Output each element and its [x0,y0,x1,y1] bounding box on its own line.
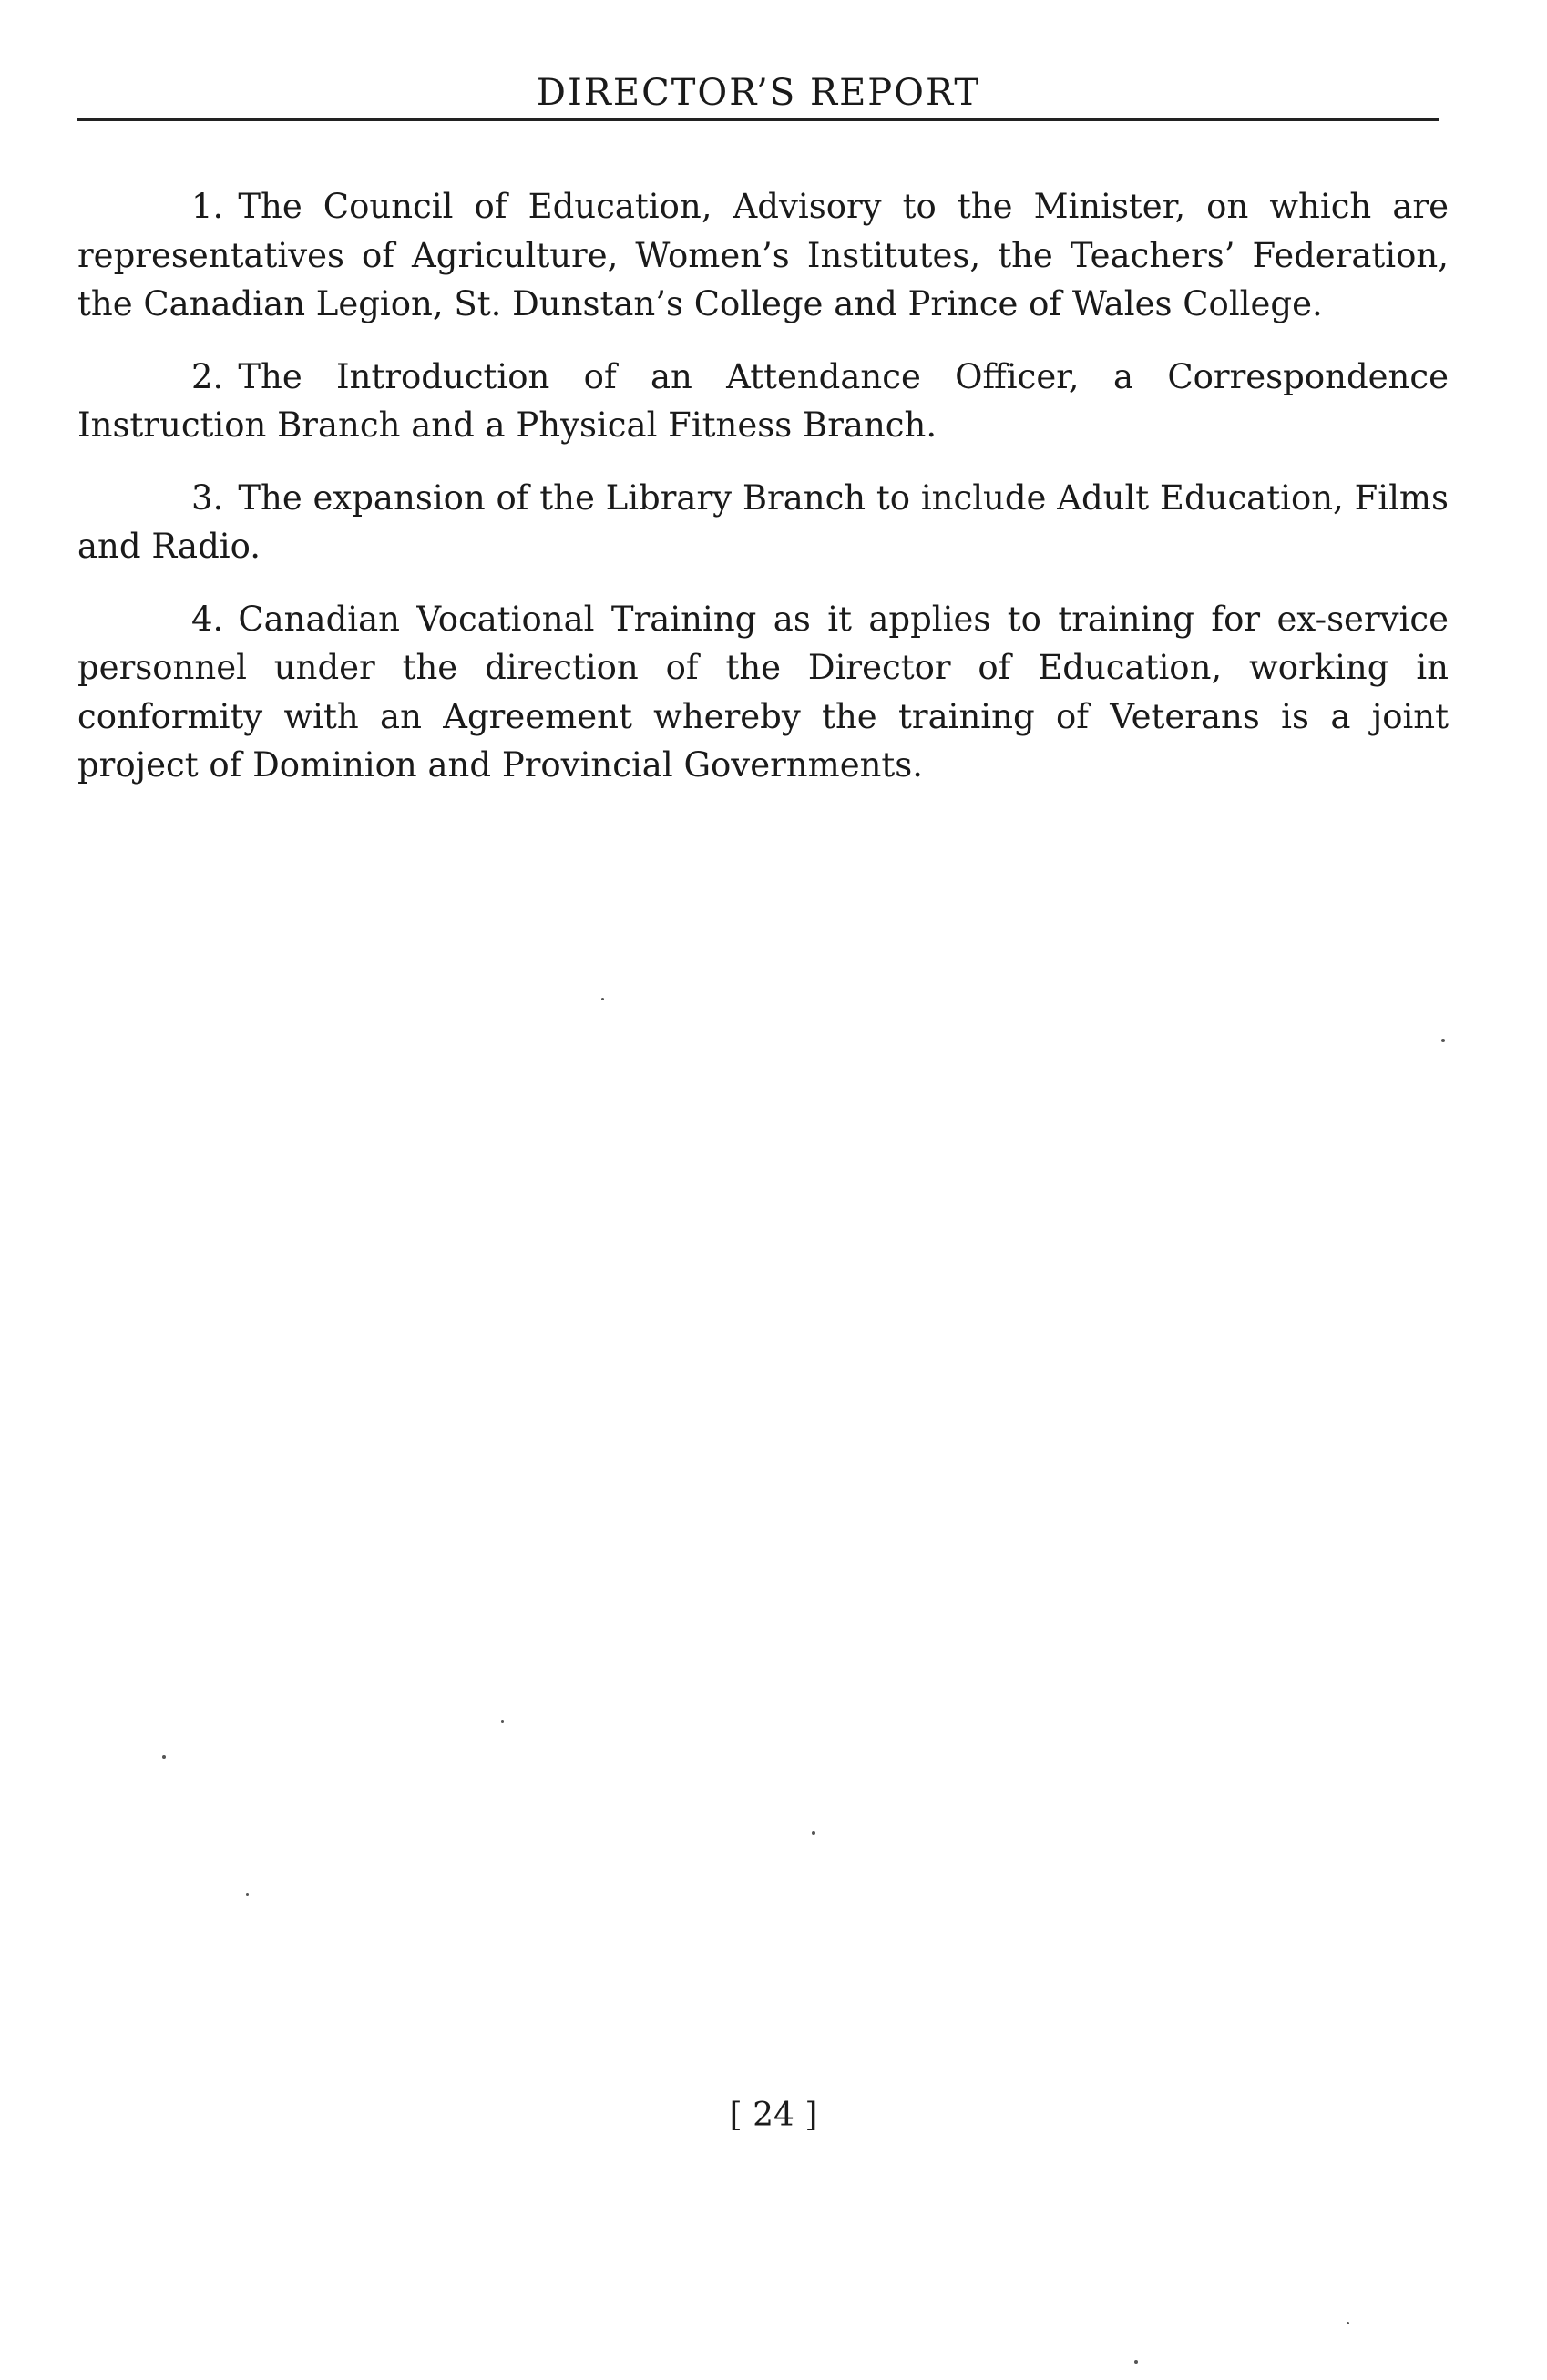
body-text [77,182,1449,814]
page-number: [ 24 ] [729,2097,818,2134]
paragraph-text: Canadian Vocational Training as it applies to training for ex-service personnel under the direction of the Director of Education, working in conformity with an Agreement whereby the training of Veterans is a joint project of Dominion and Provincial Governments. [77,599,1449,785]
numbered-paragraph [77,595,1449,790]
scan-speck [162,1755,166,1759]
scan-speck [601,998,604,1000]
paragraph-text: The Introduction of an Attendance Officer, a Correspondence Instruction Branch and a Physical Fitness Branch. [77,356,1449,445]
paragraph-number: 4. [191,599,224,639]
numbered-paragraph [77,474,1449,571]
header-rule [77,118,1439,121]
scan-speck [1441,1039,1445,1042]
running-header-title: DIRECTOR’S REPORT [536,72,981,114]
paragraph-number: 2. [191,356,224,396]
numbered-paragraph [77,182,1449,329]
paragraph-text: The Council of Education, Advisory to the Minister, on which are representatives of Agriculture, Women’s Institutes, the Teachers’ Federation, the Canadian Legion, St. Dunstan’s College and Prince of Wales College. [77,187,1449,323]
scan-speck [246,1893,249,1896]
paragraph-text: The expansion of the Library Branch to include Adult Education, Films and Radio. [77,477,1449,566]
scan-speck [1347,2322,1349,2324]
scan-speck [812,1831,815,1835]
scan-speck [1134,2360,1138,2364]
scan-speck [501,1720,504,1723]
paragraph-number: 3. [191,477,224,518]
running-header [77,71,1439,115]
numbered-paragraph [77,353,1449,450]
paragraph-number: 1. [191,187,224,226]
